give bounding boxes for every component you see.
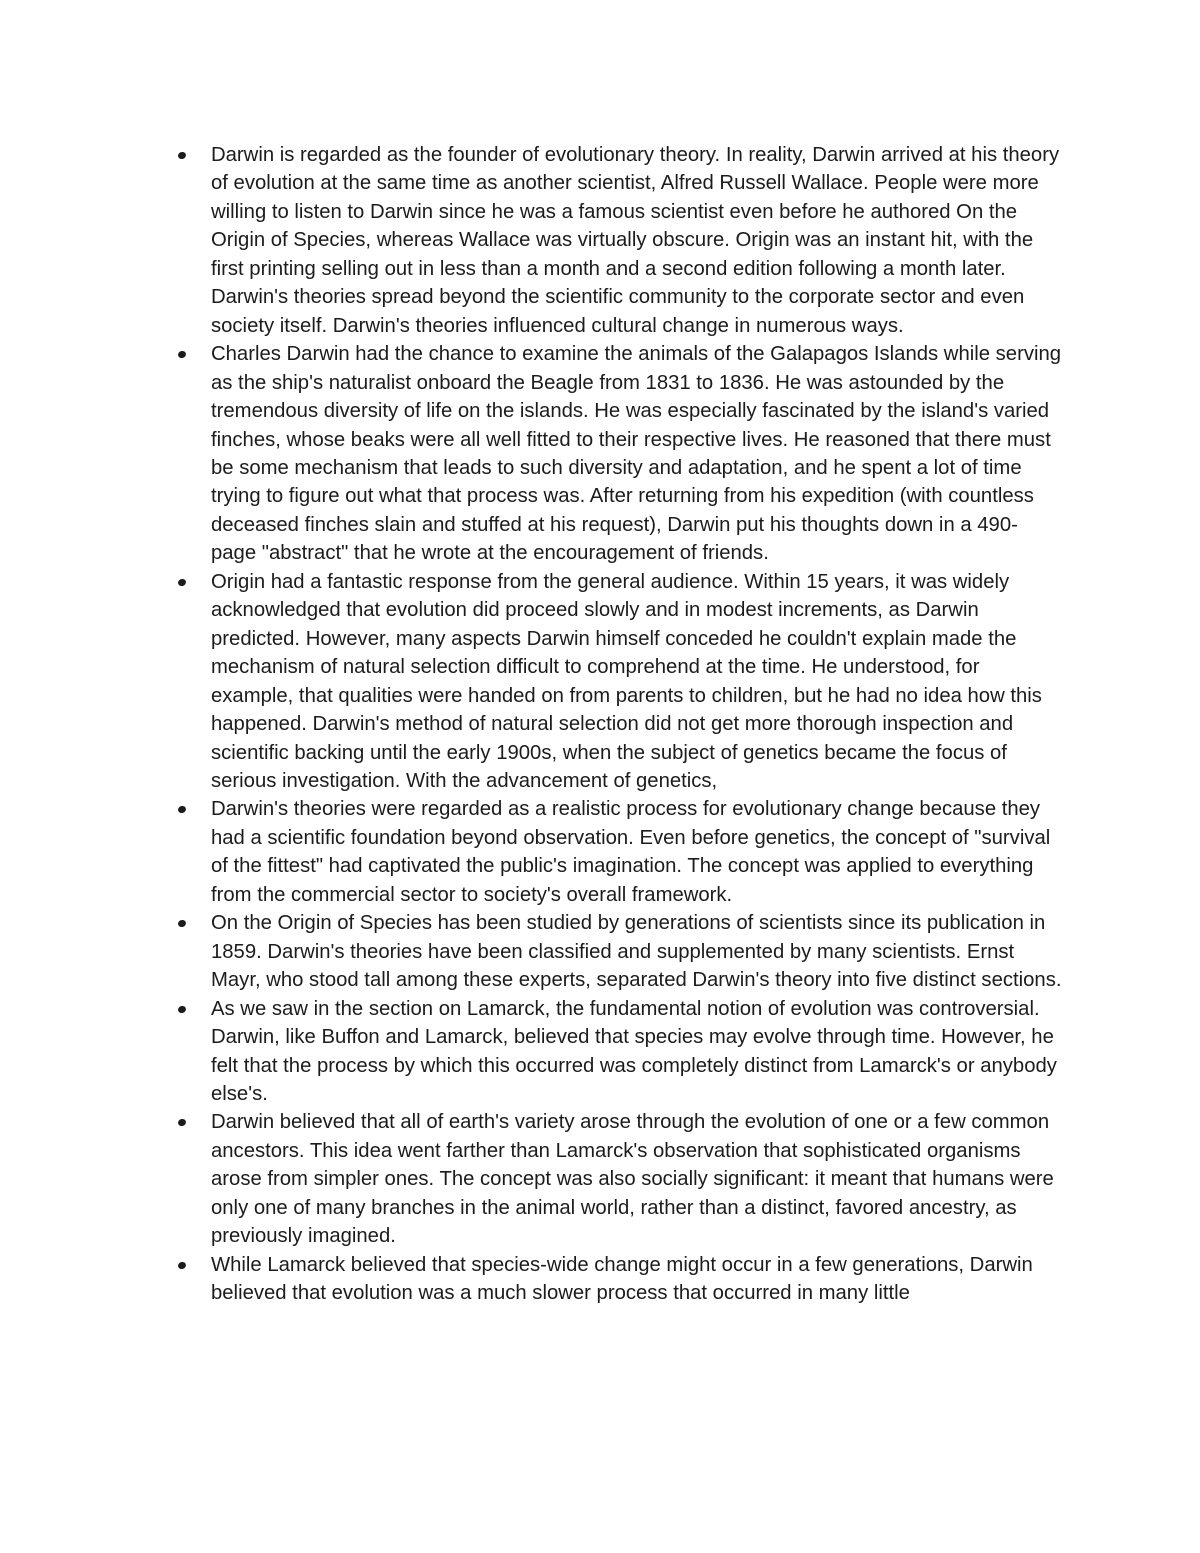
- list-item: [172, 909, 1062, 994]
- list-item: [172, 340, 1062, 568]
- bullet-text: As we saw in the section on Lamarck, the fundamental notion of evolution was controversial. Darwin, like Buffon and Lamarck, believed that species may evolve through time. However, he felt that the process by which this occurred was completely distinct from Lamarck's or anybody else's.: [211, 997, 1057, 1105]
- bullet-icon: [177, 919, 187, 928]
- bullet-icon: [177, 1005, 187, 1014]
- list-item: [172, 995, 1062, 1109]
- bullet-text: Charles Darwin had the chance to examine the animals of the Galapagos Islands while serving as the ship's naturalist onboard the Beagle from 1831 to 1836. He was astounded by the tremendous diversity of life on the islands. He was especially fascinated by the island's varied finches, whose beaks were all well fitted to their respective lives. He reasoned that there must be some mechanism that leads to such diversity and adaptation, and he spent a lot of time trying to figure out what that process was. After returning from his expedition (with countless deceased finches slain and stuffed at his request), Darwin put his thoughts down in a 490-page "abstract" that he wrote at the encouragement of friends.: [211, 343, 1062, 565]
- bullet-text: On the Origin of Species has been studied by generations of scientists since its publication in 1859. Darwin's theories have been classified and supplemented by many scientists. Ernst Mayr, who stood tall among these experts, separated Darwin's theory into five distinct sections.: [211, 912, 1062, 992]
- list-item: [172, 568, 1062, 796]
- bullet-text: Darwin's theories were regarded as a realistic process for evolutionary change because they had a scientific foundation beyond observation. Even before genetics, the concept of "survival of the fittest" had captivated the public's imagination. The concept was applied to everything from the commercial sector to society's overall framework.: [211, 798, 1051, 906]
- bullet-text: Darwin believed that all of earth's variety arose through the evolution of one or a few common ancestors. This idea went farther than Lamarck's observation that sophisticated organisms arose from simpler ones. The concept was also socially significant: it meant that humans were only one of many branches in the animal world, rather than a distinct, favored ancestry, as previously imagined.: [211, 1111, 1054, 1248]
- bullet-icon: [177, 350, 187, 359]
- bullet-icon: [177, 578, 187, 587]
- bullet-text: While Lamarck believed that species-wide change might occur in a few generations, Darwin believed that evolution was a much slower process that occurred in many little: [211, 1253, 1033, 1305]
- bullet-list: [172, 141, 1062, 1308]
- bullet-text: Darwin is regarded as the founder of evolutionary theory. In reality, Darwin arrived at his theory of evolution at the same time as another scientist, Alfred Russell Wallace. People were more willing to listen to Darwin since he was a famous scientist even before he authored On the Origin of Species, whereas Wallace was virtually obscure. Origin was an instant hit, with the first printing selling out in less than a month and a second edition following a month later. Darwin's theories spread beyond the scientific community to the corporate sector and even society itself. Darwin's theories influenced cultural change in numerous ways.: [211, 144, 1060, 337]
- list-item: [172, 1251, 1062, 1308]
- list-item: [172, 141, 1062, 340]
- bullet-icon: [177, 151, 187, 160]
- bullet-icon: [177, 805, 187, 814]
- bullet-icon: [177, 1261, 187, 1270]
- bullet-text: Origin had a fantastic response from the general audience. Within 15 years, it was widely acknowledged that evolution did proceed slowly and in modest increments, as Darwin predicted. However, many aspects Darwin himself conceded he couldn't explain made the mechanism of natural selection difficult to comprehend at the time. He understood, for example, that qualities were handed on from parents to children, but he had no idea how this happened. Darwin's method of natural selection did not get more thorough inspection and scientific backing until the early 1900s, when the subject of genetics became the focus of serious investigation. With the advancement of genetics,: [211, 570, 1042, 792]
- list-item: [172, 795, 1062, 909]
- bullet-icon: [177, 1118, 187, 1127]
- list-item: [172, 1108, 1062, 1250]
